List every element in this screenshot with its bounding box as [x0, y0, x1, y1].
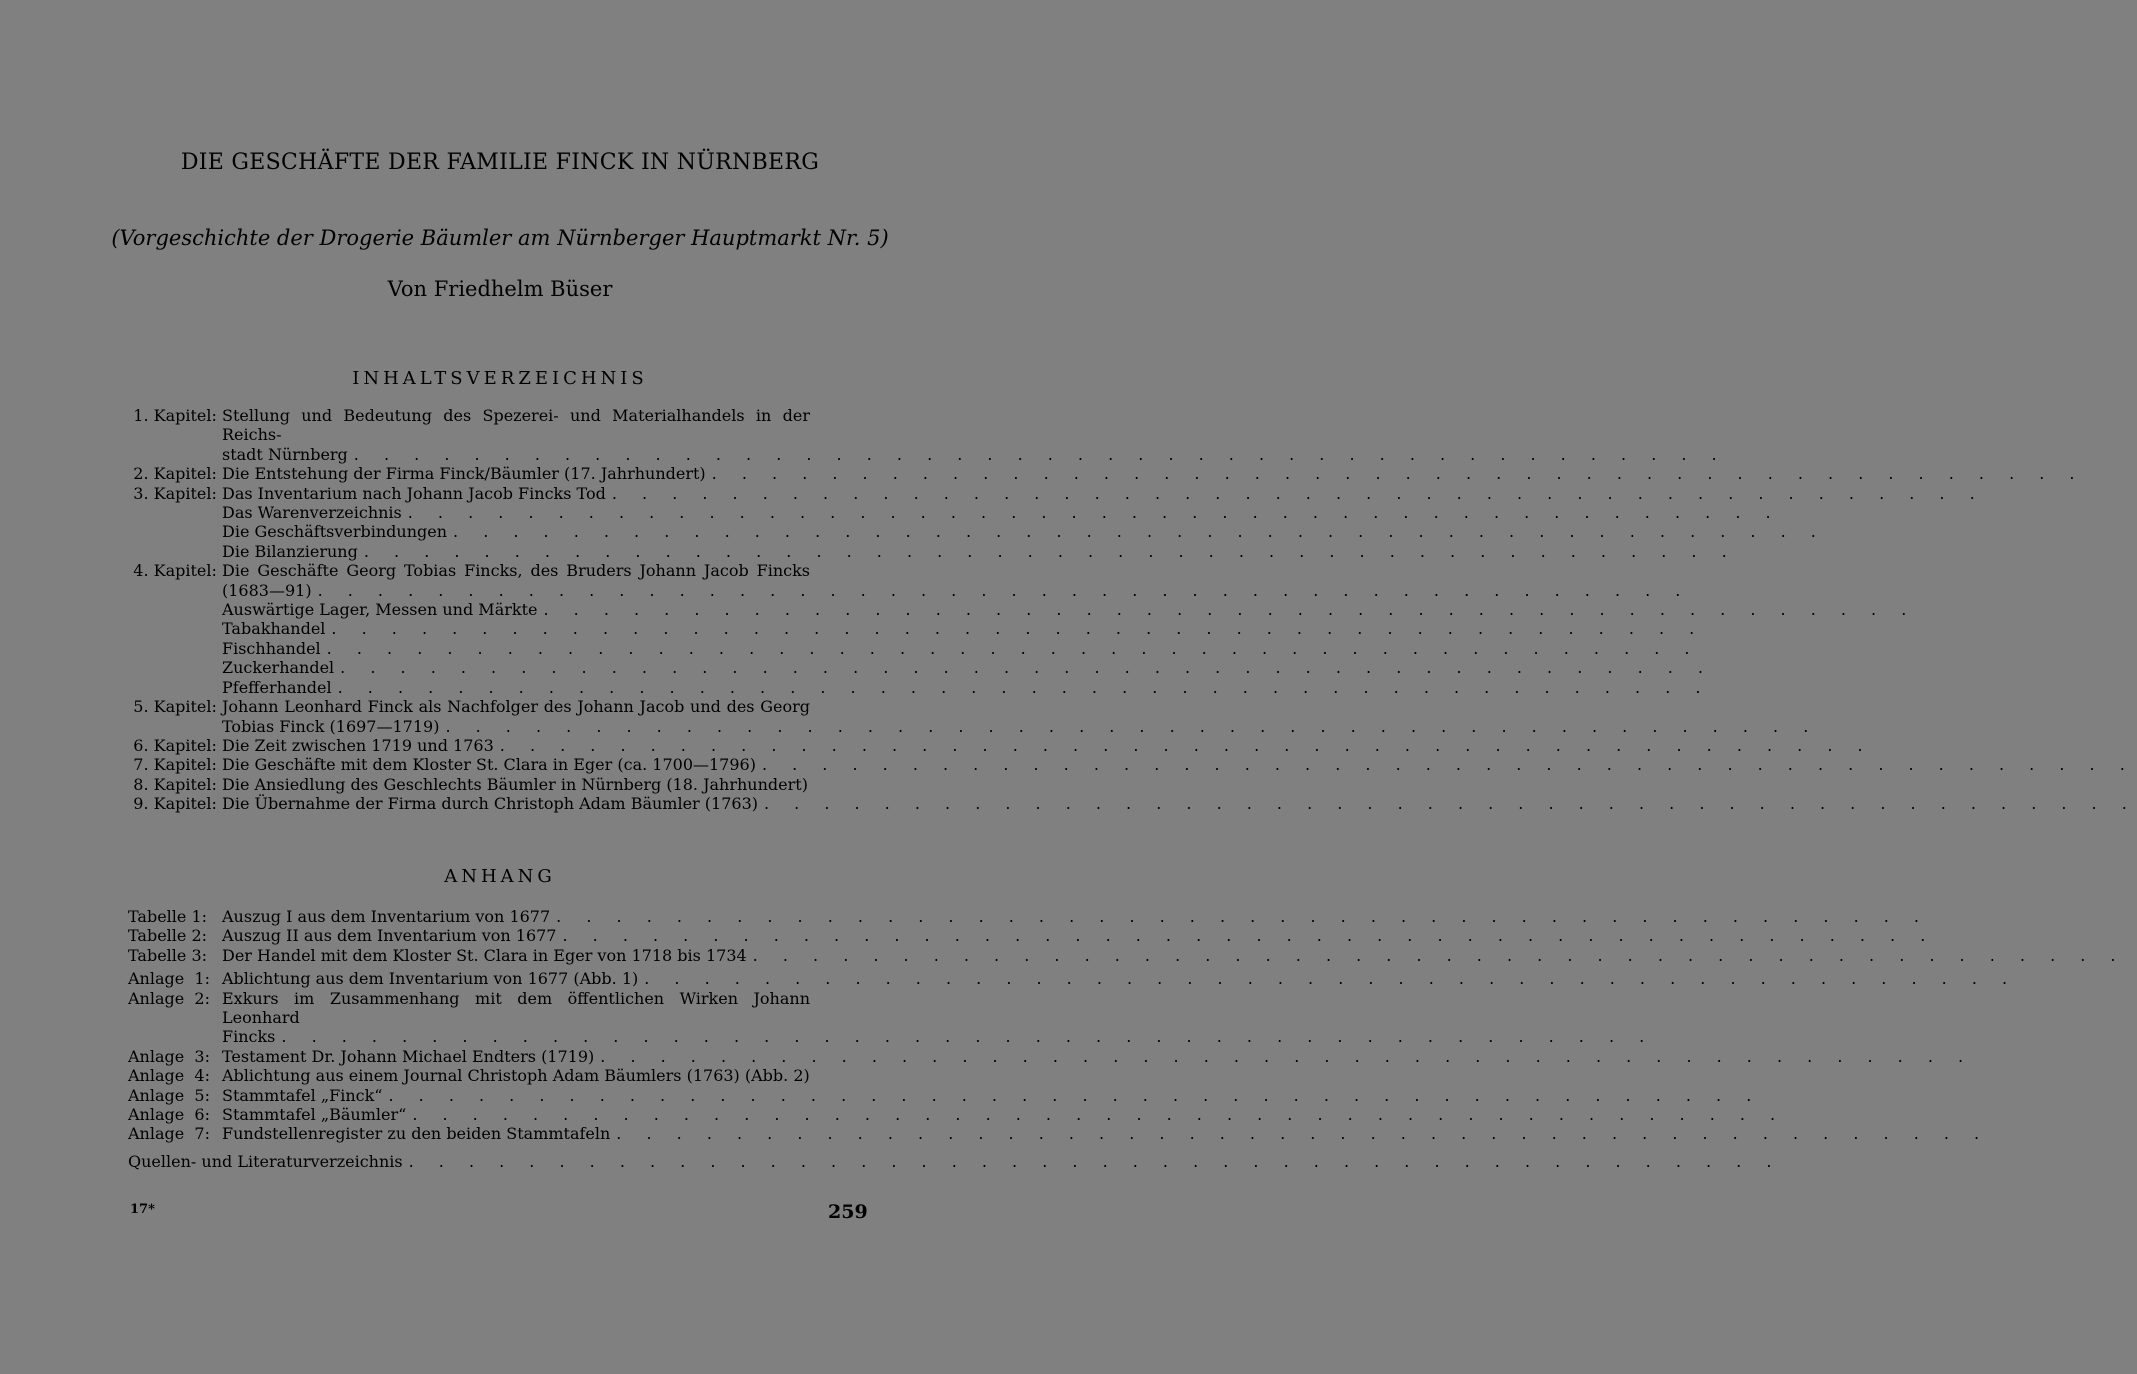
appendix-entry-text: Auszug I aus dem Inventarium von 1677 [222, 907, 551, 926]
toc-entry [128, 775, 810, 794]
toc-entry [128, 638, 1700, 658]
appendix-entry-text: Ablichtung aus dem Inventarium von 1677 (Abb. 1) [222, 969, 639, 989]
toc-entry-label: 5. Kapitel: [133, 697, 222, 717]
toc-entry-text: Die Ansiedlung des Geschlechts Bäumler in Nürnberg (18. Jahrhundert) [222, 774, 808, 794]
appendix-leader-dots: . . . . . . . . . . . . . . . . . . . . . . . . . . . . . . . . . . . . . . . . . . . . . . [281, 1027, 1655, 1047]
appendix-entry-text: Fundstellenregister zu den beiden Stammtafeln [222, 1124, 611, 1144]
appendix-entry-text: Auszug II aus dem Inventarium von 1677 [222, 926, 557, 946]
article-subtitle: (Vorgeschichte der Drogerie Bäumler am Nürnberger Hauptmarkt Nr. 5) [111, 226, 889, 250]
appendix-entry-label: Anlage 3: [128, 1046, 216, 1066]
toc-leader-dots: . . . . . . . . . . . . . . . . . . . . . . . . . . . . . . . . . . . . . . . . . . . . . . [326, 638, 1700, 658]
appendix-entry-label: Anlage 6: [128, 1105, 216, 1125]
appendix-leader-dots: . . . . . . . . . . . . . . . . . . . . . . . . . . . . . . . . . . . . . . . . . . . . . . [388, 1085, 1762, 1105]
author-line: Von Friedhelm Büser [387, 277, 613, 301]
toc-entry [128, 735, 1873, 755]
toc-leader-dots: . . . . . . . . . . . . . . . . . . . . . . . . . . . . . . . . . . . . . . . . . . . . . . [499, 735, 1873, 755]
toc-entry [128, 522, 1826, 542]
toc-entry [128, 794, 2137, 814]
appendix-list [128, 907, 2126, 1171]
toc-entry-label: 7. Kapitel: [133, 755, 222, 775]
appendix-entry-text: Stammtafel „Bäumler“ [222, 1105, 407, 1125]
appendix-entry-label: Tabelle 1: [128, 907, 213, 926]
toc-entry [128, 658, 1713, 678]
toc-entry-text: (1683—91) [222, 580, 312, 600]
toc-entry-label: 1. Kapitel: [133, 406, 222, 425]
appendix-entry-label: Anlage 7: [128, 1124, 216, 1144]
toc-entry-text: Die Zeit zwischen 1719 und 1763 [222, 735, 494, 755]
toc-entry-text: Stellung und Bedeutung des Spezerei- und Materialhandels in der Reichs- [222, 406, 810, 445]
appendix-entry-label: Anlage 2: [128, 988, 216, 1008]
appendix-entry [128, 926, 1936, 946]
toc-entry [128, 561, 1691, 600]
appendix-entry [128, 1066, 810, 1085]
toc-leader-dots: . . . . . . . . . . . . . . . . . . . . . . . . . . . . . . . . . . . . . . . . . . . . . . [331, 619, 1705, 639]
appendix-entry-label: Tabelle 3: [128, 945, 213, 965]
toc-entry-label [128, 639, 222, 658]
toc-entry-text: Tabakhandel [222, 619, 326, 639]
signature-mark: 17* [130, 1202, 155, 1217]
toc-leader-dots: . . . . . . . . . . . . . . . . . . . . . . . . . . . . . . . . . . . . . . . . . . . . . . [543, 600, 1917, 620]
appendix-entry-label: Anlage 1: [128, 969, 216, 989]
toc-entry [128, 697, 1819, 736]
toc-heading: INHALTSVERZEICHNIS [352, 368, 648, 389]
toc-entry [128, 483, 1985, 503]
toc-entry-text: stadt Nürnberg [222, 444, 348, 464]
toc-entry-label [128, 503, 222, 522]
toc-entry-label: 2. Kapitel: [133, 464, 222, 484]
toc-entry-text: Die Übernahme der Firma durch Christoph Adam Bäumler (1763) [222, 794, 758, 814]
bibliography-text: Quellen- und Literaturverzeichnis [128, 1151, 403, 1171]
appendix-entry-text: Fincks [222, 1027, 276, 1047]
appendix-entry-text: Testament Dr. Johann Michael Endters (1719) [222, 1046, 595, 1066]
toc-entry-text: Die Entstehung der Firma Finck/Bäumler (17. Jahrhundert) [222, 464, 706, 484]
toc-entry-text: Pfefferhandel [222, 677, 332, 697]
appendix-entry [128, 907, 1929, 926]
toc-entry [128, 600, 1917, 620]
appendix-entry-text: Exkurs im Zusammenhang mit dem öffentlichen Wirken Johann Leonhard [222, 988, 810, 1028]
bibliography-entry [128, 1151, 1782, 1171]
toc-leader-dots: . . . . . . . . . . . . . . . . . . . . . . . . . . . . . . . . . . . . . . . . . . . . . . [711, 464, 2085, 484]
appendix-entry [128, 988, 1655, 1047]
toc-entry-text: Auswärtige Lager, Messen und Märkte [222, 600, 538, 620]
toc-entry [128, 619, 1705, 639]
appendix-entry [128, 945, 2126, 965]
appendix-leader-dots: . . . . . . . . . . . . . . . . . . . . . . . . . . . . . . . . . . . . . . . . . . . . . . [644, 969, 2018, 989]
toc-entry-text: Die Geschäftsverbindungen [222, 522, 448, 542]
toc-entry [128, 541, 1737, 561]
appendix-leader-dots: . . . . . . . . . . . . . . . . . . . . . . . . . . . . . . . . . . . . . . . . . . . . . . [616, 1124, 1990, 1144]
toc-leader-dots: . . . . . . . . . . . . . . . . . . . . . . . . . . . . . . . . . . . . . . . . . . . . . . [363, 541, 1737, 561]
appendix-entry [128, 1124, 1990, 1144]
appendix-entry [128, 1105, 1786, 1125]
toc-entry [128, 464, 2085, 484]
toc-entry-text: Das Inventarium nach Johann Jacob Fincks Tod [222, 483, 606, 503]
toc-entry-label: 4. Kapitel: [133, 561, 222, 581]
appendix-entry [128, 1046, 1974, 1066]
toc-entry-label: 3. Kapitel: [133, 483, 222, 503]
appendix-entry-text: Der Handel mit dem Kloster St. Clara in Eger von 1718 bis 1734 [222, 945, 747, 965]
appendix-entry-text: Stammtafel „Finck“ [222, 1085, 383, 1105]
toc-list [128, 406, 2137, 814]
appendix-entry-label: Anlage 4: [128, 1066, 216, 1086]
toc-entry-label [128, 619, 222, 638]
toc-entry-text: Zuckerhandel [222, 658, 335, 678]
toc-entry-text: Die Geschäfte mit dem Kloster St. Clara in Eger (ca. 1700—1796) [222, 755, 756, 775]
toc-leader-dots: . . . . . . . . . . . . . . . . . . . . . . . . . . . . . . . . . . . . . . . . . . . . . . [763, 794, 2137, 814]
toc-entry-label [128, 600, 222, 619]
appendix-entry [128, 969, 2018, 989]
toc-entry-text: Fischhandel [222, 638, 321, 658]
appendix-leader-dots: . . . . . . . . . . . . . . . . . . . . . . . . . . . . . . . . . . . . . . . . . . . . . . [562, 926, 1936, 946]
toc-leader-dots: . . . . . . . . . . . . . . . . . . . . . . . . . . . . . . . . . . . . . . . . . . . . . . [353, 444, 1727, 464]
toc-leader-dots: . . . . . . . . . . . . . . . . . . . . . . . . . . . . . . . . . . . . . . . . . . . . . . [445, 716, 1819, 736]
toc-leader-dots: . . . . . . . . . . . . . . . . . . . . . . . . . . . . . . . . . . . . . . . . . . . . . . [317, 580, 1691, 600]
appendix-entry [128, 1085, 1762, 1105]
bibliography-leader-dots: . . . . . . . . . . . . . . . . . . . . . . . . . . . . . . . . . . . . . . . . . . . . . . [408, 1151, 1782, 1171]
appendix-entry-text: Ablichtung aus einem Journal Christoph Adam Bäumlers (1763) (Abb. 2) [222, 1066, 810, 1086]
toc-entry [128, 677, 1711, 697]
toc-leader-dots: . . . . . . . . . . . . . . . . . . . . . . . . . . . . . . . . . . . . . . . . . . . . . . [337, 677, 1711, 697]
toc-entry-text: Die Bilanzierung [222, 541, 358, 561]
toc-entry-label: 9. Kapitel: [133, 794, 222, 814]
toc-entry-label [128, 678, 222, 697]
toc-entry [128, 406, 1727, 464]
toc-entry-label: 6. Kapitel: [133, 735, 222, 755]
appendix-leader-dots: . . . . . . . . . . . . . . . . . . . . . . . . . . . . . . . . . . . . . . . . . . . . . . [412, 1105, 1786, 1125]
toc-entry-text: Tobias Finck (1697—1719) [222, 716, 440, 736]
toc-entry-text: Johann Leonhard Finck als Nachfolger des Johann Jacob und des Georg [222, 697, 810, 717]
appendix-leader-dots: . . . . . . . . . . . . . . . . . . . . . . . . . . . . . . . . . . . . . . . . . . . . . . [600, 1046, 1974, 1066]
appendix-leader-dots: . . . . . . . . . . . . . . . . . . . . . . . . . . . . . . . . . . . . . . . . . . . . . . [556, 907, 1929, 926]
toc-entry-text: Das Warenverzeichnis [222, 503, 402, 523]
toc-leader-dots: . . . . . . . . . . . . . . . . . . . . . . . . . . . . . . . . . . . . . . . . . . . . . . [453, 522, 1826, 542]
appendix-entry-label: Tabelle 2: [128, 926, 213, 946]
page-number: 259 [828, 1201, 868, 1223]
toc-entry [128, 755, 2135, 775]
toc-entry-label: 8. Kapitel: [133, 774, 222, 794]
toc-entry-label [128, 658, 222, 677]
toc-leader-dots: . . . . . . . . . . . . . . . . . . . . . . . . . . . . . . . . . . . . . . . . . . . . . . [611, 483, 1985, 503]
toc-leader-dots: . . . . . . . . . . . . . . . . . . . . . . . . . . . . . . . . . . . . . . . . . . . . . . [340, 658, 1713, 678]
toc-leader-dots: . . . . . . . . . . . . . . . . . . . . . . . . . . . . . . . . . . . . . . . . . . . . . . [407, 503, 1781, 523]
appendix-heading: ANHANG [444, 866, 556, 887]
toc-entry-label [128, 522, 222, 541]
toc-entry [128, 503, 1781, 523]
toc-entry-text: Die Geschäfte Georg Tobias Fincks, des Bruders Johann Jacob Fincks [222, 561, 810, 581]
toc-entry-label [128, 542, 222, 561]
appendix-entry-label: Anlage 5: [128, 1085, 216, 1105]
appendix-leader-dots: . . . . . . . . . . . . . . . . . . . . . . . . . . . . . . . . . . . . . . . . . . . . . . [752, 945, 2126, 965]
article-title: DIE GESCHÄFTE DER FAMILIE FINCK IN NÜRNBERG [180, 150, 820, 175]
toc-leader-dots: . . . . . . . . . . . . . . . . . . . . . . . . . . . . . . . . . . . . . . . . . . . . . . [761, 755, 2135, 775]
